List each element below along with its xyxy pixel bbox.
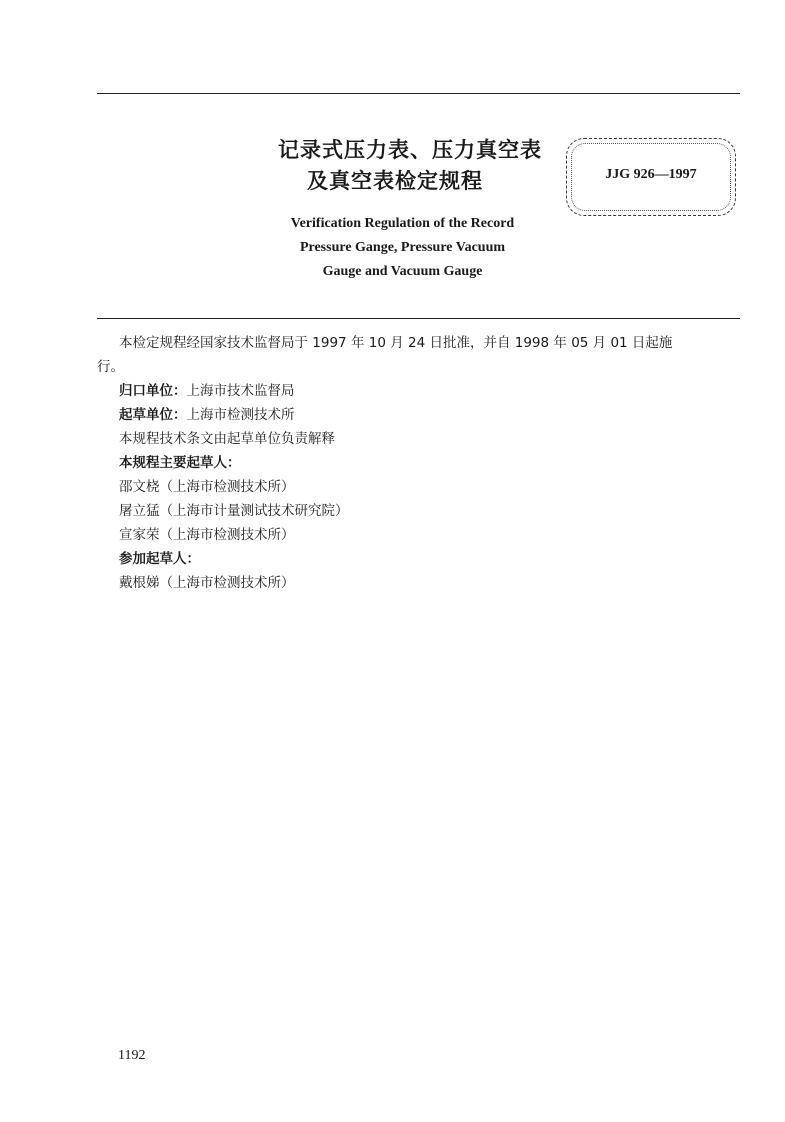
middle-rule <box>97 318 740 319</box>
participants-label: 参加起草人： <box>119 551 200 567</box>
main-drafter-2: 屠立猛（上海市计量测试技术研究院） <box>119 503 349 519</box>
standard-code-box <box>566 138 736 216</box>
approval-line1: 本检定规程经国家技术监督局于 1997 年 10 月 24 日批准，并自 1998 年 05 月 01 日起施 <box>119 335 673 351</box>
participant-1: 戴根娣（上海市检测技术所） <box>119 575 295 591</box>
top-rule <box>97 93 740 94</box>
drafting-unit-value: 上海市检测技术所 <box>186 407 295 423</box>
page-number: 1192 <box>118 1048 146 1063</box>
drafting-unit-label: 起草单位： <box>119 407 187 423</box>
approval-line2: 行。 <box>97 359 124 375</box>
title-en-line3: Gauge and Vacuum Gauge <box>322 264 483 279</box>
drafting-unit-row <box>119 403 295 427</box>
approval-paragraph <box>97 331 742 379</box>
main-drafter-3: 宣家荣（上海市检测技术所） <box>119 527 295 543</box>
title-zh-line2: 及真空表检定规程 <box>307 169 483 193</box>
responsible-unit-value: 上海市技术监督局 <box>186 383 295 399</box>
standard-code: JJG 926—1997 <box>605 167 697 182</box>
responsible-unit-row <box>119 379 295 403</box>
interpretation-note: 本规程技术条文由起草单位负责解释 <box>119 431 335 447</box>
responsible-unit-label: 归口单位： <box>119 383 187 399</box>
title-en-line2: Pressure Gange, Pressure Vacuum <box>299 240 506 255</box>
main-drafter-1: 邵文桡（上海市检测技术所） <box>119 479 295 495</box>
title-en-line1: Verification Regulation of the Record <box>290 216 515 231</box>
main-drafters-label: 本规程主要起草人： <box>119 455 241 471</box>
title-zh-line1: 记录式压力表、压力真空表 <box>278 138 542 162</box>
